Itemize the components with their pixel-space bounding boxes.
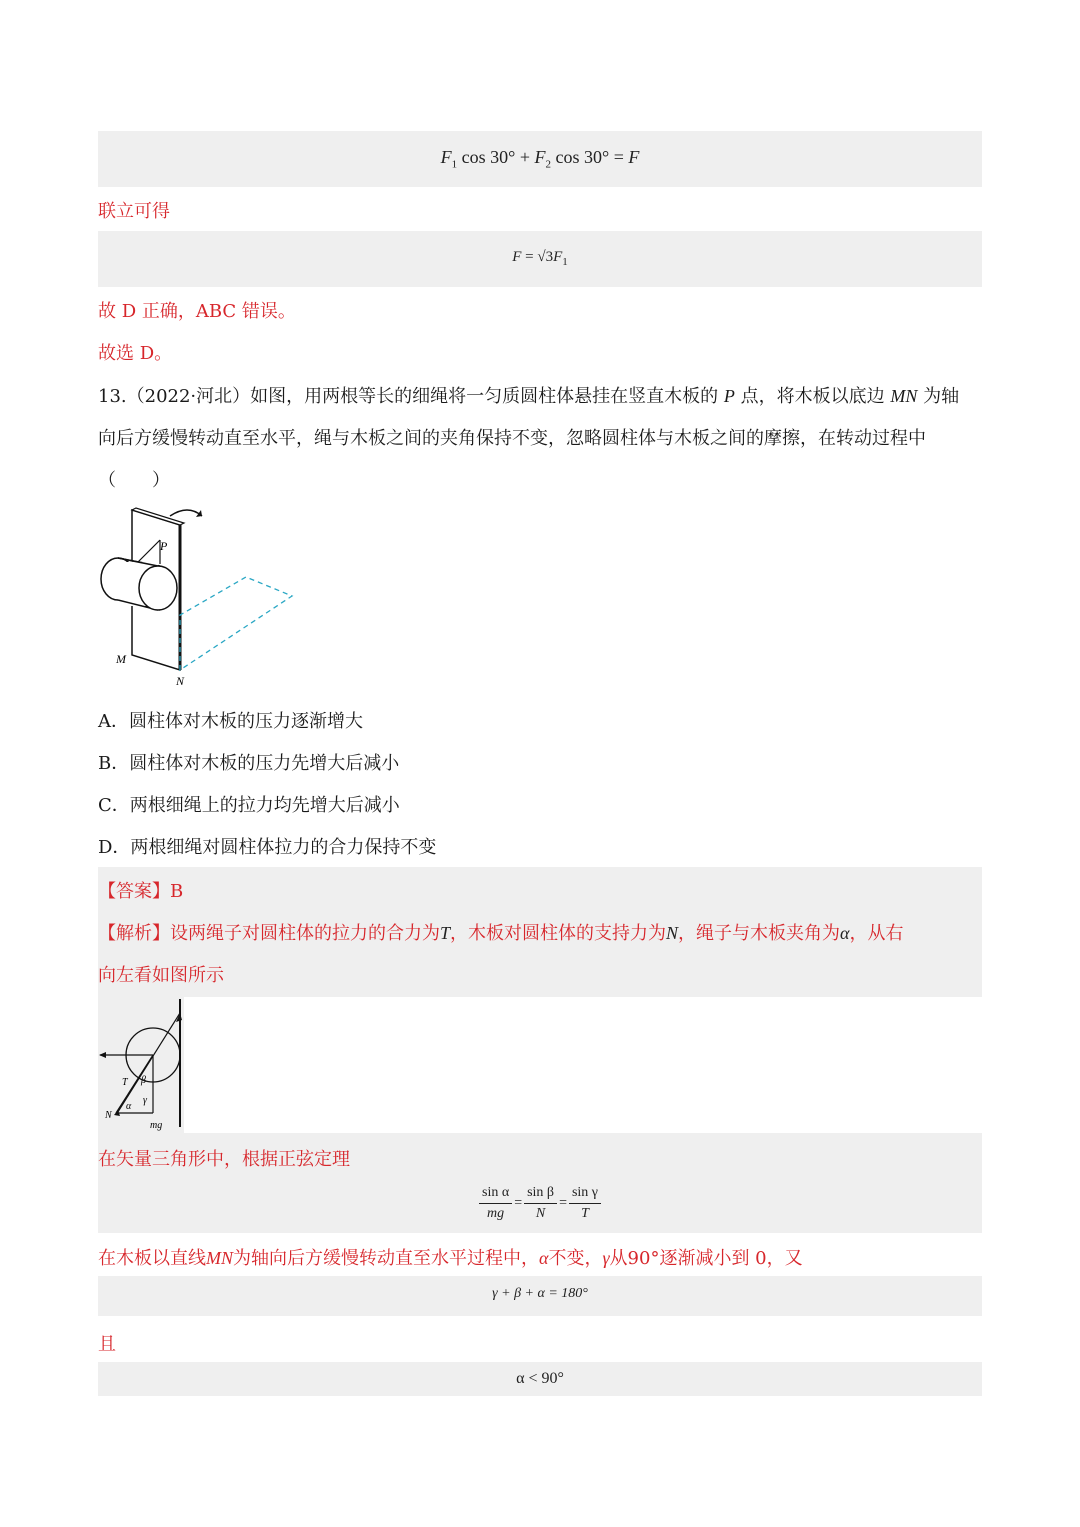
equation-band-2	[98, 231, 982, 287]
and-text: 且	[98, 1334, 116, 1355]
conclusion-text: 故 D 正确，ABC 错误。	[98, 301, 296, 322]
equation-band-1	[98, 131, 982, 187]
angle-sum-equation: γ + β + α = 180°	[492, 1286, 588, 1301]
option-d: D．两根细绳对圆柱体拉力的合力保持不变	[98, 837, 437, 858]
option-c: C．两根细绳上的拉力均先增大后减小	[98, 795, 400, 816]
option-a: A．圆柱体对木板的压力逐渐增大	[98, 711, 363, 732]
label-N: N	[176, 674, 185, 688]
horizontal-dashed-plane	[180, 577, 292, 670]
choose-text: 故选 D。	[98, 343, 173, 364]
question-line-3: （ ）	[98, 470, 170, 491]
rotation-arrowhead	[196, 510, 202, 517]
rotation-text: 在木板以直线MN为轴向后方缓慢转动直至水平过程中，α不变，γ从90°逐渐减小到 0，又	[98, 1248, 803, 1269]
svg-text:T: T	[122, 1077, 128, 1088]
svg-text:mg: mg	[150, 1120, 163, 1131]
figure-board-cylinder	[96, 500, 306, 695]
sine-rule-equation: $\frac{\text{sin α}}{mg}$ = $\frac{\text{sin β}}{N}$ = $\frac{\text{sin γ}}{T}$	[98, 1183, 982, 1224]
analysis-line-2: 向左看如图所示	[98, 965, 224, 986]
combine-text: 联立可得	[98, 201, 170, 222]
equation-force-balance: $F_1$ $\cos 30^\circ + F_2$ cos 30° = F	[440, 147, 640, 171]
svg-text:N: N	[105, 1110, 112, 1121]
cylinder-front-end	[139, 566, 177, 610]
label-P: P	[160, 539, 168, 553]
question-line-2: 向后方缓慢转动直至水平，绳与木板之间的夹角保持不变，忽略圆柱体与木板之间的摩擦，在转动过程中	[98, 428, 926, 449]
equation-band-lt	[98, 1362, 982, 1396]
label-M: M	[116, 652, 126, 666]
option-b: B．圆柱体对木板的压力先增大后减小	[98, 753, 400, 774]
rotation-arrow	[170, 510, 202, 516]
question-line-1: 13.（2022·河北）如图，用两根等长的细绳将一匀质圆柱体悬挂在竖直木板的 P 点，将木板以底边 MN 为轴	[98, 386, 960, 407]
svg-text:β: β	[141, 1075, 146, 1086]
svg-text:γ: γ	[143, 1095, 147, 1106]
alpha-less-equation: α < 90°	[516, 1370, 564, 1387]
analysis-line-1: 【解析】设两绳子对圆柱体的拉力的合力为T，木板对圆柱体的支持力为N，绳子与木板夹角为α，从右	[98, 923, 904, 944]
svg-text:α: α	[126, 1101, 132, 1112]
answer-text: 【答案】B	[98, 881, 184, 902]
sine-rule-text: 在矢量三角形中，根据正弦定理	[98, 1149, 350, 1170]
equation-band-sum	[98, 1276, 982, 1316]
figure-vector-triangle	[96, 997, 188, 1135]
equation-result: $F = √3F_1$	[512, 249, 568, 268]
